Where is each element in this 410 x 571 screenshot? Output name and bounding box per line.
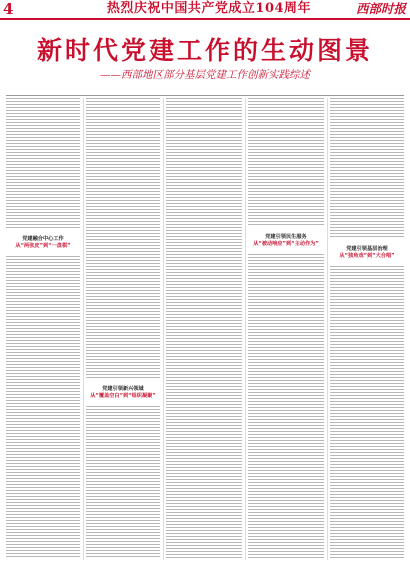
- section-heading-2: 党建引领基层治理 从“独角戏”到“大合唱”: [339, 246, 395, 259]
- text-column-5: [330, 98, 404, 558]
- text-column-1: [6, 98, 80, 558]
- body-text-lines: [6, 98, 80, 230]
- body-text-lines: [248, 98, 324, 226]
- column-divider: [83, 98, 84, 560]
- body-text-lines: [166, 98, 242, 558]
- page-number: 4: [3, 0, 14, 18]
- body-text-lines: [6, 256, 80, 558]
- text-column-3: [166, 98, 242, 558]
- column-divider: [163, 98, 164, 560]
- headline-rule: [6, 95, 404, 96]
- body-text-lines: [330, 98, 404, 238]
- page-header: [0, 0, 410, 20]
- paper-name: 西部时报: [355, 1, 406, 16]
- section-heading-4: 党建引领新兴领域 从“覆盖空白”到“组织凝聚”: [90, 386, 156, 399]
- body-text-lines: [86, 406, 160, 558]
- text-column-2: [86, 98, 160, 558]
- article-headline: 新时代党建工作的生动图景: [36, 36, 373, 65]
- section-heading-1: 党建融合中心工作 从“两张皮”到“一盘棋”: [15, 236, 71, 249]
- section-heading-3: 党建引领民生服务 从“被动响应”到“主动作为”: [253, 234, 319, 247]
- column-divider: [327, 98, 328, 560]
- body-text-lines: [86, 98, 160, 378]
- body-text-lines: [330, 266, 404, 558]
- text-column-4: [248, 98, 324, 558]
- article-subheadline: ——西部地区部分基层党建工作创新实践综述: [100, 69, 310, 81]
- column-divider: [245, 98, 246, 560]
- body-text-lines: [248, 254, 324, 558]
- header-title: 热烈庆祝中国共产党成立104周年: [106, 1, 312, 16]
